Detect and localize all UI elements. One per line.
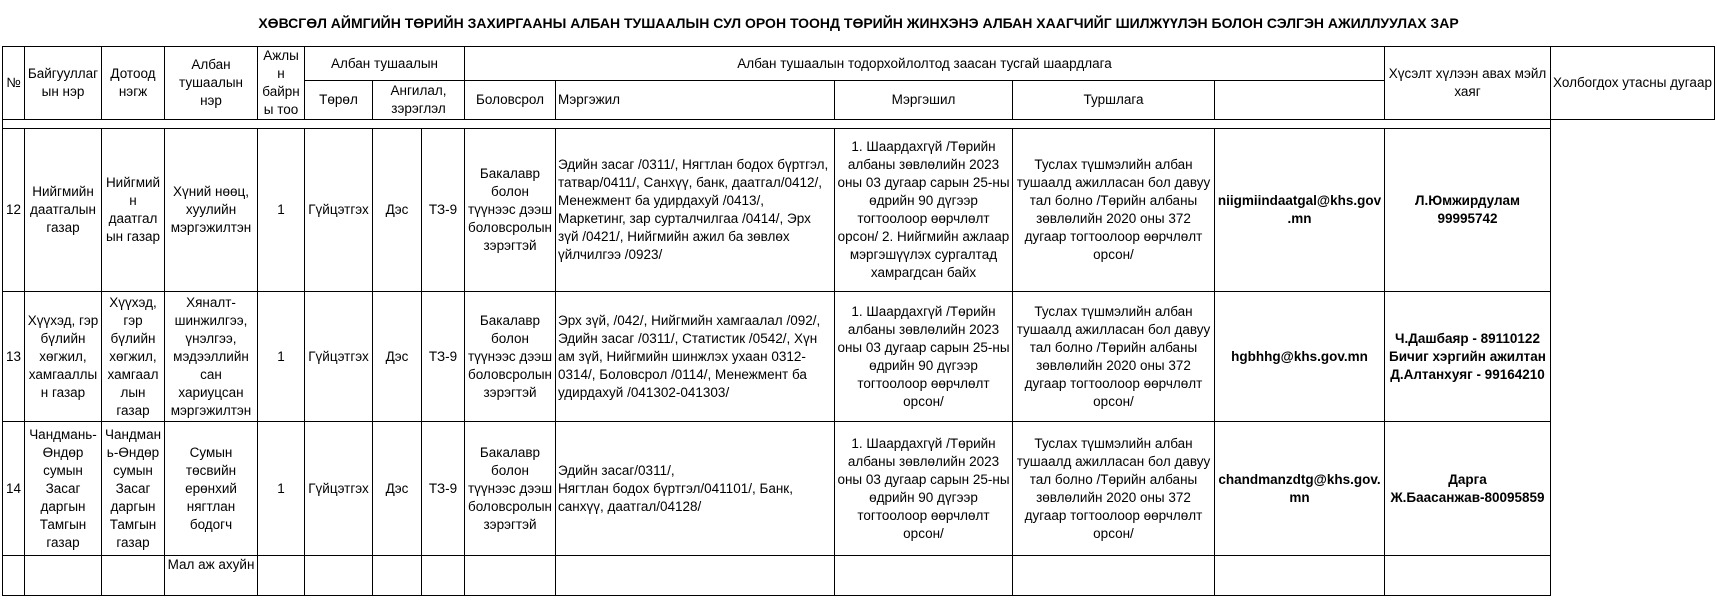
row-cat2: ТЗ-9 <box>422 129 465 292</box>
header-experience: Туршлага <box>1013 81 1215 120</box>
row-unit: Нийгмийн даатгалын газар <box>102 129 165 292</box>
row-experience: Туслах түшмэлийн албан тушаалд ажилласан бол давуу тал болно /Төрийн албаны зөвлөлийн 2020 оны 372 дугаар тогтоолоор өөрчлөлт орсон/ <box>1013 422 1215 556</box>
row-position: Хяналт-шинжилгээ, үнэлгээ, мэдээллийн сан хариуцсан мэргэжилтэн <box>165 292 258 422</box>
row-unit: Хүүхэд, гэр бүлийн хөгжил, хамгааллын газар <box>102 292 165 422</box>
header-group-requirements: Албан тушаалын тодорхойлолтод заасан тусгай шаардлага <box>465 47 1385 81</box>
row-email: chandmanzdtg@khs.gov.mn <box>1215 422 1385 556</box>
table-row <box>3 292 1715 422</box>
sheet-title: ХӨВСГӨЛ АЙМГИЙН ТӨРИЙН ЗАХИРГААНЫ АЛБАН ТУШААЛЫН СУЛ ОРОН ТООНД ТӨРИЙН ЖИНХЭНЭ АЛБАН ХААГЧИЙГ ШИЛЖҮҮЛЭН БОЛОН СЭЛГЭН АЖИЛЛУУЛАХ ЗАР <box>258 15 1459 31</box>
row-skill: 1. Шаардахгүй /Төрийн албаны зөвлөлийн 2023 оны 03 дугаар сарын 25-ны өдрийн 90 дүгээр тогтоолоор өөрчлөлт орсон/ <box>835 422 1013 556</box>
row-skill: 1. Шаардахгүй /Төрийн албаны зөвлөлийн 2023 оны 03 дугаар сарын 25-ны өдрийн 90 дүгээр тогтоолоор өөрчлөлт орсон/ 2. Нийгмийн ажлаар мэргэшүүлэх сургалтад хамрагдсан байх <box>835 129 1013 292</box>
table-row <box>3 129 1715 292</box>
frozen-separator <box>3 120 1715 129</box>
row-num: 12 <box>3 129 25 292</box>
header-vacancies: Ажлын байрны тоо <box>258 47 305 120</box>
row-position: Сумын төсвийн ерөнхий нягтлан бодогч <box>165 422 258 556</box>
row-vacancies: 1 <box>258 129 305 292</box>
vacancy-table <box>2 46 1715 596</box>
row-phone: Ч.Дашбаяр - 89110122 Бичиг хэргийн ажилтан Д.Алтанхуяг - 99164210 <box>1385 292 1551 422</box>
row-profession: Эдийн засаг/0311/, Нягтлан бодох бүртгэл/041101/, Банк, санхүү, даатгал/04128/ <box>556 422 835 556</box>
table-row <box>3 422 1715 556</box>
row-org: Хүүхэд, гэр бүлийн хөгжил, хамгааллын газар <box>25 292 102 422</box>
row-vacancies: 1 <box>258 292 305 422</box>
row-education: Бакалавр болон түүнээс дээш боловсролын зэрэгтэй <box>465 292 556 422</box>
row-type: Гүйцэтгэх <box>305 292 373 422</box>
header-type: Төрөл <box>305 81 373 120</box>
row-email: niigmiindaatgal@khs.gov.mn <box>1215 129 1385 292</box>
row-email: hgbhhg@khs.gov.mn <box>1215 292 1385 422</box>
row-education: Бакалавр болон түүнээс дээш боловсролын зэрэгтэй <box>465 422 556 556</box>
row-org: Чандмань-Өндөр сумын Засаг даргын Тамгын газар <box>25 422 102 556</box>
row-cat1: Дэс <box>373 129 422 292</box>
row-type: Гүйцэтгэх <box>305 129 373 292</box>
header-org: Байгууллагын нэр <box>25 47 102 120</box>
header-num: № <box>3 47 25 120</box>
row-phone: Л.Юмжирдулам 99995742 <box>1385 129 1551 292</box>
header-skill: Мэргэшил <box>835 81 1013 120</box>
header-phone: Холбогдох утасны дугаар <box>1551 47 1715 120</box>
row-unit: Чандмань-Өндөр сумын Засаг даргын Тамгын газар <box>102 422 165 556</box>
row-org: Нийгмийн даатгалын газар <box>25 129 102 292</box>
row-position: Мал аж ахуйн <box>165 556 258 596</box>
header-row-1 <box>3 47 1715 81</box>
row-skill: 1. Шаардахгүй /Төрийн албаны зөвлөлийн 2023 оны 03 дугаар сарын 25-ны өдрийн 90 дүгээр тогтоолоор өөрчлөлт орсон/ <box>835 292 1013 422</box>
table-row-partial <box>3 556 1715 596</box>
header-category: Ангилал, зэрэглэл <box>373 81 465 120</box>
header-group-position: Албан тушаалын <box>305 47 465 81</box>
row-num: 14 <box>3 422 25 556</box>
row-profession: Эрх зүй, /042/, Нийгмийн хамгаалал /092/, Эдийн засаг /0311/, Статистик /0542/, Хүн ам зүй, Нийгмийн шинжлэх ухаан 0312-0314/, Боловсрол /0114/, Менежмент ба удирдахуй /041302-041303/ <box>556 292 835 422</box>
header-unit: Дотоод нэгж <box>102 47 165 120</box>
header-email: Хүсэлт хүлээн авах мэйл хаяг <box>1385 47 1551 120</box>
row-cat2: ТЗ-9 <box>422 422 465 556</box>
row-cat1: Дэс <box>373 292 422 422</box>
row-cat2: ТЗ-9 <box>422 292 465 422</box>
row-cat1: Дэс <box>373 422 422 556</box>
row-phone: Дарга Ж.Баасанжав-80095859 <box>1385 422 1551 556</box>
row-experience: Туслах түшмэлийн албан тушаалд ажилласан бол давуу тал болно /Төрийн албаны зөвлөлийн 2020 оны 372 дугаар тогтоолоор өөрчлөлт орсон/ <box>1013 129 1215 292</box>
row-experience: Туслах түшмэлийн албан тушаалд ажилласан бол давуу тал болно /Төрийн албаны зөвлөлийн 2020 оны 372 дугаар тогтоолоор өөрчлөлт орсон/ <box>1013 292 1215 422</box>
header-position: Албан тушаалын нэр <box>165 47 258 120</box>
header-education: Боловсрол <box>465 81 556 120</box>
row-profession: Эдийн засаг /0311/, Нягтлан бодох бүртгэл, татвар/0411/, Санхүү, банк, даатгал/0412/, Менежмент ба удирдахуй /0413/, Маркетинг, зар сурталчилгаа /0414/, Эрх зүй /0421/, Нийгмийн ажил ба зөвлөх үйлчилгээ /0923/ <box>556 129 835 292</box>
row-education: Бакалавр болон түүнээс дээш боловсролын зэрэгтэй <box>465 129 556 292</box>
header-profession: Мэргэжил <box>556 81 835 120</box>
row-type: Гүйцэтгэх <box>305 422 373 556</box>
row-vacancies: 1 <box>258 422 305 556</box>
row-position: Хүний нөөц, хуулийн мэргэжилтэн <box>165 129 258 292</box>
row-num: 13 <box>3 292 25 422</box>
